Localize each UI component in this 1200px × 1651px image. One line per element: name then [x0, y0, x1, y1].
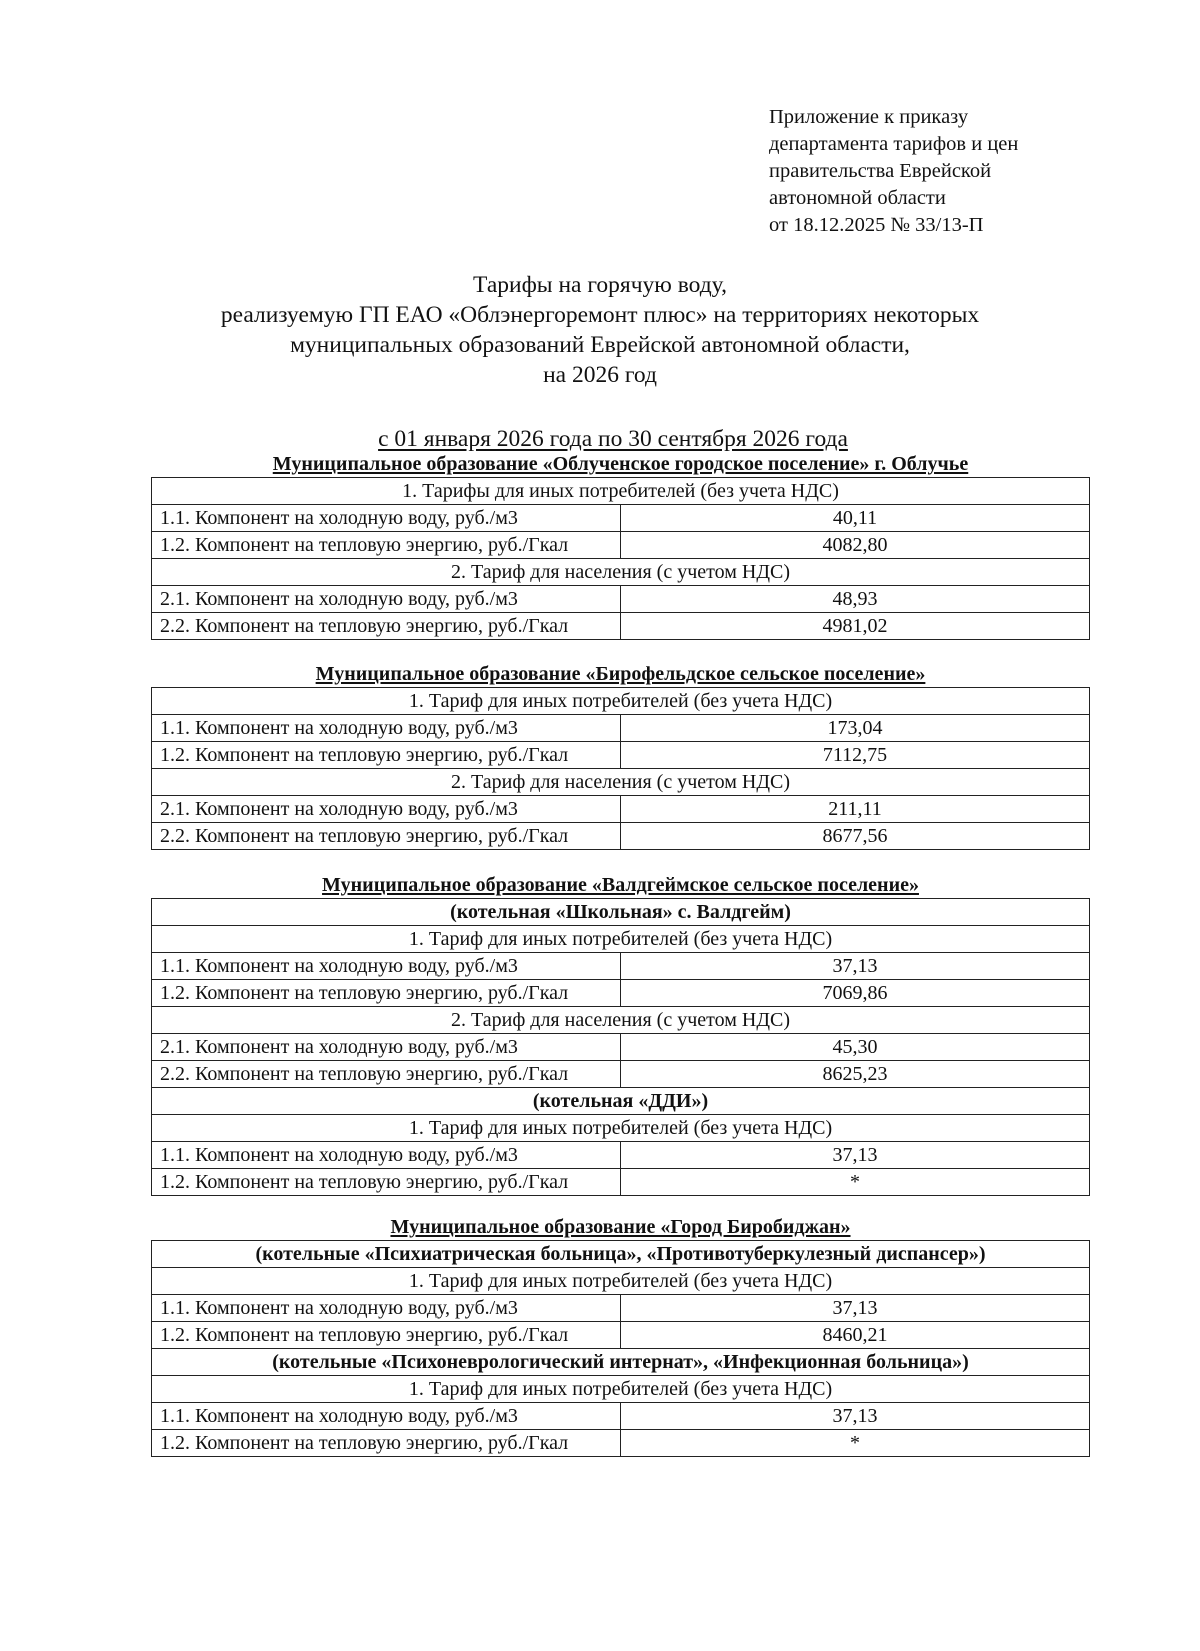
tariff-group-header: 1. Тарифы для иных потребителей (без учета НДС): [152, 478, 1090, 505]
approval-line: автономной области: [769, 187, 946, 209]
tariff-row: [152, 613, 1090, 640]
section-title: Муниципальное образование «Валдгеймское сельское поселение»: [322, 874, 919, 896]
tariff-row: [152, 953, 1090, 980]
boiler-subheader: (котельная «Школьная» с. Валдгейм): [152, 899, 1090, 926]
section-title: Муниципальное образование «Облученское городское поселение» г. Облучье: [272, 453, 969, 475]
tariff-row: [152, 1169, 1090, 1196]
tariff-value: 37,13: [621, 1142, 1090, 1169]
tariff-value: 7069,86: [621, 980, 1090, 1007]
tariff-section: [151, 874, 1090, 1196]
tariff-table: [151, 898, 1090, 1196]
boiler-subheader-row: [152, 1241, 1090, 1268]
tariff-row: [152, 980, 1090, 1007]
component-label: 2.1. Компонент на холодную воду, руб./м3: [152, 586, 621, 613]
tariff-value: *: [621, 1169, 1090, 1196]
component-label: 2.2. Компонент на тепловую энергию, руб./Гкал: [152, 823, 621, 850]
tariff-section: [151, 1216, 1090, 1457]
section-title: Муниципальное образование «Бирофельдское сельское поселение»: [315, 663, 926, 685]
tariff-group-header: 1. Тариф для иных потребителей (без учета НДС): [152, 1268, 1090, 1295]
tariff-row: [152, 586, 1090, 613]
tariff-group-row: [152, 1007, 1090, 1034]
tariff-group-header: 1. Тариф для иных потребителей (без учета НДС): [152, 688, 1090, 715]
component-label: 1.2. Компонент на тепловую энергию, руб./Гкал: [152, 1322, 621, 1349]
tariff-value: 40,11: [621, 505, 1090, 532]
tariff-section: [151, 453, 1090, 640]
component-label: 1.1. Компонент на холодную воду, руб./м3: [152, 953, 621, 980]
tariff-group-header: 2. Тариф для населения (с учетом НДС): [152, 559, 1090, 586]
title-line: на 2026 год: [543, 362, 657, 388]
component-label: 1.1. Компонент на холодную воду, руб./м3: [152, 1403, 621, 1430]
tariff-section: [151, 663, 1090, 850]
tariff-row: [152, 796, 1090, 823]
tariff-group-row: [152, 1376, 1090, 1403]
tariff-row: [152, 1322, 1090, 1349]
component-label: 2.2. Компонент на тепловую энергию, руб./Гкал: [152, 613, 621, 640]
component-label: 1.2. Компонент на тепловую энергию, руб./Гкал: [152, 980, 621, 1007]
tariff-value: 37,13: [621, 953, 1090, 980]
document-title: [0, 270, 1200, 390]
tariff-value: 8677,56: [621, 823, 1090, 850]
tariff-value: 45,30: [621, 1034, 1090, 1061]
approval-line: департамента тарифов и цен: [769, 133, 1019, 155]
section-title: Муниципальное образование «Город Биробиджан»: [390, 1216, 851, 1238]
tariff-group-header: 2. Тариф для населения (с учетом НДС): [152, 1007, 1090, 1034]
title-line: Тарифы на горячую воду,: [473, 272, 727, 298]
tariff-group-header: 1. Тариф для иных потребителей (без учета НДС): [152, 926, 1090, 953]
tariff-value: 37,13: [621, 1295, 1090, 1322]
boiler-subheader-row: [152, 1349, 1090, 1376]
boiler-subheader-row: [152, 899, 1090, 926]
tariff-value: 173,04: [621, 715, 1090, 742]
tariff-row: [152, 1295, 1090, 1322]
title-line: муниципальных образований Еврейской автономной области,: [290, 332, 910, 358]
tariff-value: 8460,21: [621, 1322, 1090, 1349]
tariff-value: 4981,02: [621, 613, 1090, 640]
tariff-row: [152, 742, 1090, 769]
approval-header: [769, 104, 1018, 239]
tariff-group-header: 1. Тариф для иных потребителей (без учета НДС): [152, 1376, 1090, 1403]
component-label: 1.2. Компонент на тепловую энергию, руб./Гкал: [152, 1430, 621, 1457]
approval-line: правительства Еврейской: [769, 160, 992, 182]
component-label: 1.2. Компонент на тепловую энергию, руб./Гкал: [152, 532, 621, 559]
tariff-value: 7112,75: [621, 742, 1090, 769]
tariff-row: [152, 1034, 1090, 1061]
tariff-row: [152, 505, 1090, 532]
tariff-value: 4082,80: [621, 532, 1090, 559]
component-label: 2.1. Компонент на холодную воду, руб./м3: [152, 1034, 621, 1061]
tariff-row: [152, 532, 1090, 559]
component-label: 1.1. Компонент на холодную воду, руб./м3: [152, 1142, 621, 1169]
component-label: 2.2. Компонент на тепловую энергию, руб./Гкал: [152, 1061, 621, 1088]
tariff-value: 211,11: [621, 796, 1090, 823]
component-label: 1.2. Компонент на тепловую энергию, руб./Гкал: [152, 1169, 621, 1196]
boiler-subheader: (котельные «Психоневрологический интернат», «Инфекционная больница»): [152, 1349, 1090, 1376]
tariff-group-row: [152, 559, 1090, 586]
component-label: 1.1. Компонент на холодную воду, руб./м3: [152, 505, 621, 532]
tariff-value: 37,13: [621, 1403, 1090, 1430]
boiler-subheader: (котельные «Психиатрическая больница», «Противотуберкулезный диспансер»): [152, 1241, 1090, 1268]
approval-line: от 18.12.2025 № 33/13-П: [769, 214, 984, 236]
tariff-row: [152, 715, 1090, 742]
tariff-group-row: [152, 688, 1090, 715]
tariff-row: [152, 1403, 1090, 1430]
tariff-row: [152, 1142, 1090, 1169]
component-label: 2.1. Компонент на холодную воду, руб./м3: [152, 796, 621, 823]
tariff-table: [151, 477, 1090, 640]
tariff-value: 48,93: [621, 586, 1090, 613]
tariff-row: [152, 1430, 1090, 1457]
boiler-subheader-row: [152, 1088, 1090, 1115]
tariff-group-row: [152, 478, 1090, 505]
tariff-group-row: [152, 1268, 1090, 1295]
title-line: реализуемую ГП ЕАО «Облэнергоремонт плюс» на территориях некоторых: [220, 302, 980, 328]
approval-line: Приложение к приказу: [769, 106, 969, 128]
tariff-group-row: [152, 769, 1090, 796]
tariff-row: [152, 1061, 1090, 1088]
tariff-row: [152, 823, 1090, 850]
tariff-group-row: [152, 926, 1090, 953]
tariff-period: с 01 января 2026 года по 30 сентября 2026 года: [378, 426, 848, 452]
tariff-group-row: [152, 1115, 1090, 1142]
component-label: 1.2. Компонент на тепловую энергию, руб./Гкал: [152, 742, 621, 769]
boiler-subheader: (котельная «ДДИ»): [152, 1088, 1090, 1115]
tariff-table: [151, 1240, 1090, 1457]
tariff-group-header: 2. Тариф для населения (с учетом НДС): [152, 769, 1090, 796]
component-label: 1.1. Компонент на холодную воду, руб./м3: [152, 715, 621, 742]
component-label: 1.1. Компонент на холодную воду, руб./м3: [152, 1295, 621, 1322]
tariff-value: 8625,23: [621, 1061, 1090, 1088]
tariff-value: *: [621, 1430, 1090, 1457]
tariff-table: [151, 687, 1090, 850]
tariff-group-header: 1. Тариф для иных потребителей (без учета НДС): [152, 1115, 1090, 1142]
